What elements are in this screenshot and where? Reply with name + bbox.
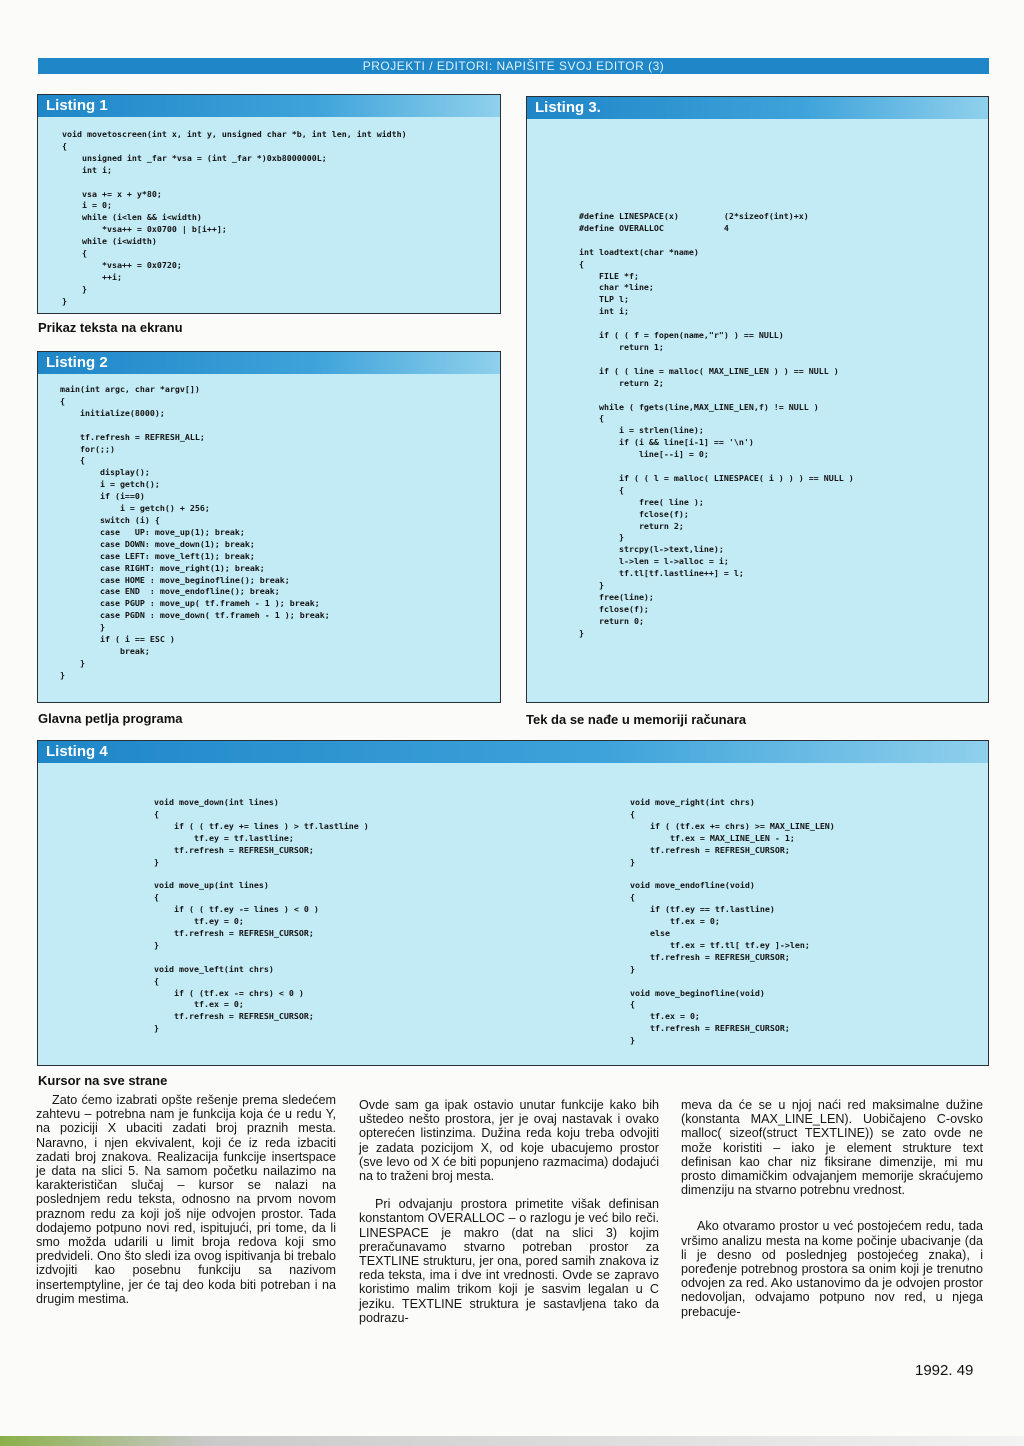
- listing-1-panel: [37, 94, 501, 314]
- listing-2-code: main(int argc, char *argv[]) { initialize(8000); tf.refresh = REFRESH_ALL; for(;;) { display(); i = getch(); if (i==0) i = getch() + 256; switch (i) { case UP: move_up(1); break; case DOWN: move_down(1); break; case LEFT: move_left(1); break; case RIGHT: move_right(1); break; case HOME : move_beginofline(); break; case END : move_endofline(); break; case PGUP : move_up( tf.frameh - 1 ); break; case PGDN : move_down( tf.frameh - 1 ); break; } if ( i == ESC ) break; } }: [60, 384, 330, 680]
- listing-2-panel: [37, 351, 501, 703]
- listing-3-caption: Tek da se nađe u memoriji računara: [526, 712, 747, 727]
- listing-2-title: Listing 2: [38, 352, 500, 374]
- listing-3-title: Listing 3.: [527, 97, 988, 119]
- bottom-stripe: [0, 1436, 1024, 1446]
- listing-4-panel: [37, 740, 989, 1066]
- article-paragraph: Ovde sam ga ipak ostavio unutar funkcije kako bih uštedeo nešto prostora, jer je ovaj nastavak i ovako opterećen listinzima. Dužina reda koju treba odvojiti je zadata pozicijom X, od koje ubacujemo prostor (sve levo od X će biti popunjeno razmacima) dodajući na to traženi broj mesta.: [359, 1098, 659, 1184]
- listing-4-caption: Kursor na sve strane: [38, 1073, 168, 1088]
- listing-4-title: Listing 4: [38, 741, 988, 763]
- article-paragraph: Pri odvajanju prostora primetite višak definisan konstantom OVERALLOC – o razlogu je već bilo reči. LINESPACE je makro (dat na slici 3) kojim preračunavamo stvarno potreban prostor za TEXTLINE strukturu, jer ona, pored samih znakova iz reda teksta, ima i dve int vrednosti. Ovde se zapravo koristimo malim trikom koji je sasvim legalan u C jeziku. TEXTLINE struktura je sastavljena tako da podrazu-: [359, 1197, 659, 1325]
- listing-3-code: #define LINESPACE(x) (2*sizeof(int)+x) #define OVERALLOC 4 int loadtext(char *name) { FILE *f; char *line; TLP l; int i; if ( ( f = fopen(name,"r") ) == NULL) return 1; if ( ( line = malloc( MAX_LINE_LEN ) ) == NULL ) return 2; while ( fgets(line,MAX_LINE_LEN,f) != NULL ) { i = strlen(line); if (i && line[i-1] == '\n') line[--i] = 0; if ( ( l = malloc( LINESPACE( i ) ) ) == NULL ) { free( line ); fclose(f); return 2; } strcpy(l->text,line); l->len = l->alloc = i; tf.tl[tf.lastline++] = l; } free(line); fclose(f); return 0; }: [579, 211, 854, 638]
- listing-4-code-left: void move_down(int lines) { if ( ( tf.ey += lines ) > tf.lastline ) tf.ey = tf.lastline; tf.refresh = REFRESH_CURSOR; } void move_up(int lines) { if ( ( tf.ey -= lines ) < 0 ) tf.ey = 0; tf.refresh = REFRESH_CURSOR; } void move_left(int chrs) { if ( (tf.ex -= chrs) < 0 ) tf.ex = 0; tf.refresh = REFRESH_CURSOR; }: [154, 797, 369, 1034]
- listing-1-caption: Prikaz teksta na ekranu: [38, 320, 183, 335]
- article-paragraph: Ako otvaramo prostor u već postojećem redu, tada vršimo analizu mesta na kome počinje ubacivanje (da li je desno od poslednjeg postojećeg znaka), i poređenje potrebnog prostora sa onim koji je trenutno odvojen za red. Ako ustanovimo da je odvojen prostor nedovoljan, odvajamo potpuno nov red, u njega prebacuje-: [681, 1219, 983, 1319]
- listing-3-panel: [526, 96, 989, 703]
- article-column-1: [36, 1093, 336, 1306]
- listing-1-code: void movetoscreen(int x, int y, unsigned char *b, int len, int width) { unsigned int _far *vsa = (int _far *)0xb8000000L; int i; vsa += x + y*80; i = 0; while (i<len && i<width) *vsa++ = 0x0700 | b[i++]; while (i<width) { *vsa++ = 0x0720; ++i; } }: [62, 129, 407, 306]
- article-column-3: [681, 1098, 983, 1319]
- page-number: 1992. 49: [915, 1362, 974, 1379]
- article-paragraph: Zato ćemo izabrati opšte rešenje prema sledećem zahtevu – potrebna nam je funkcija koja će u redu Y, na poziciji X ubaciti zadati broj praznih mesta. Naravno, i njen ekvivalent, koji će iz reda izbaciti zadati broj znakova. Realizacija funkcije insertspace je data na slici 5. Na samom početku nailazimo na karakterističan slučaj – kursor se nalazi na poslednjem redu teksta, odnosno na prvom novom praznom redu za koji još nije odvojen prostor. Tada dodajemo potpuno novi red, ispitujući, pri tome, da li smo možda udarili u limit broja redova koji smo predvideli. Ono što sledi iza ovog ispitivanja bi trebalo izdvojiti kao posebnu funkciju sa nazivom insertemptyline, jer će taj deo koda biti potreban i na drugim mestima.: [36, 1093, 336, 1306]
- article-column-2: [359, 1098, 659, 1325]
- listing-2-caption: Glavna petlja programa: [38, 711, 183, 726]
- listing-1-title: Listing 1: [38, 95, 500, 117]
- article-paragraph: meva da će se u njoj naći red maksimalne dužine (konstanta MAX_LINE_LEN). Uobičajeno C-ovsko malloc( sizeof(struct TEXTLINE)) se zato ovde ne može koristiti – iako je element strukture text definisan kao char niz fiksirane dimenzije, mi mu prosto dimamičkim odvajanjem memorije skraćujemo dimenziju na stvarno potrebnu vrednost.: [681, 1098, 983, 1198]
- section-header: PROJEKTI / EDITORI: NAPIŠITE SVOJ EDITOR (3): [38, 58, 989, 74]
- listing-4-code-right: void move_right(int chrs) { if ( (tf.ex += chrs) >= MAX_LINE_LEN) tf.ex = MAX_LINE_LEN - 1; tf.refresh = REFRESH_CURSOR; } void move_endofline(void) { if (tf.ey == tf.lastline) tf.ex = 0; else tf.ex = tf.tl[ tf.ey ]->len; tf.refresh = REFRESH_CURSOR; } void move_beginofline(void) { tf.ex = 0; tf.refresh = REFRESH_CURSOR; }: [630, 797, 835, 1046]
